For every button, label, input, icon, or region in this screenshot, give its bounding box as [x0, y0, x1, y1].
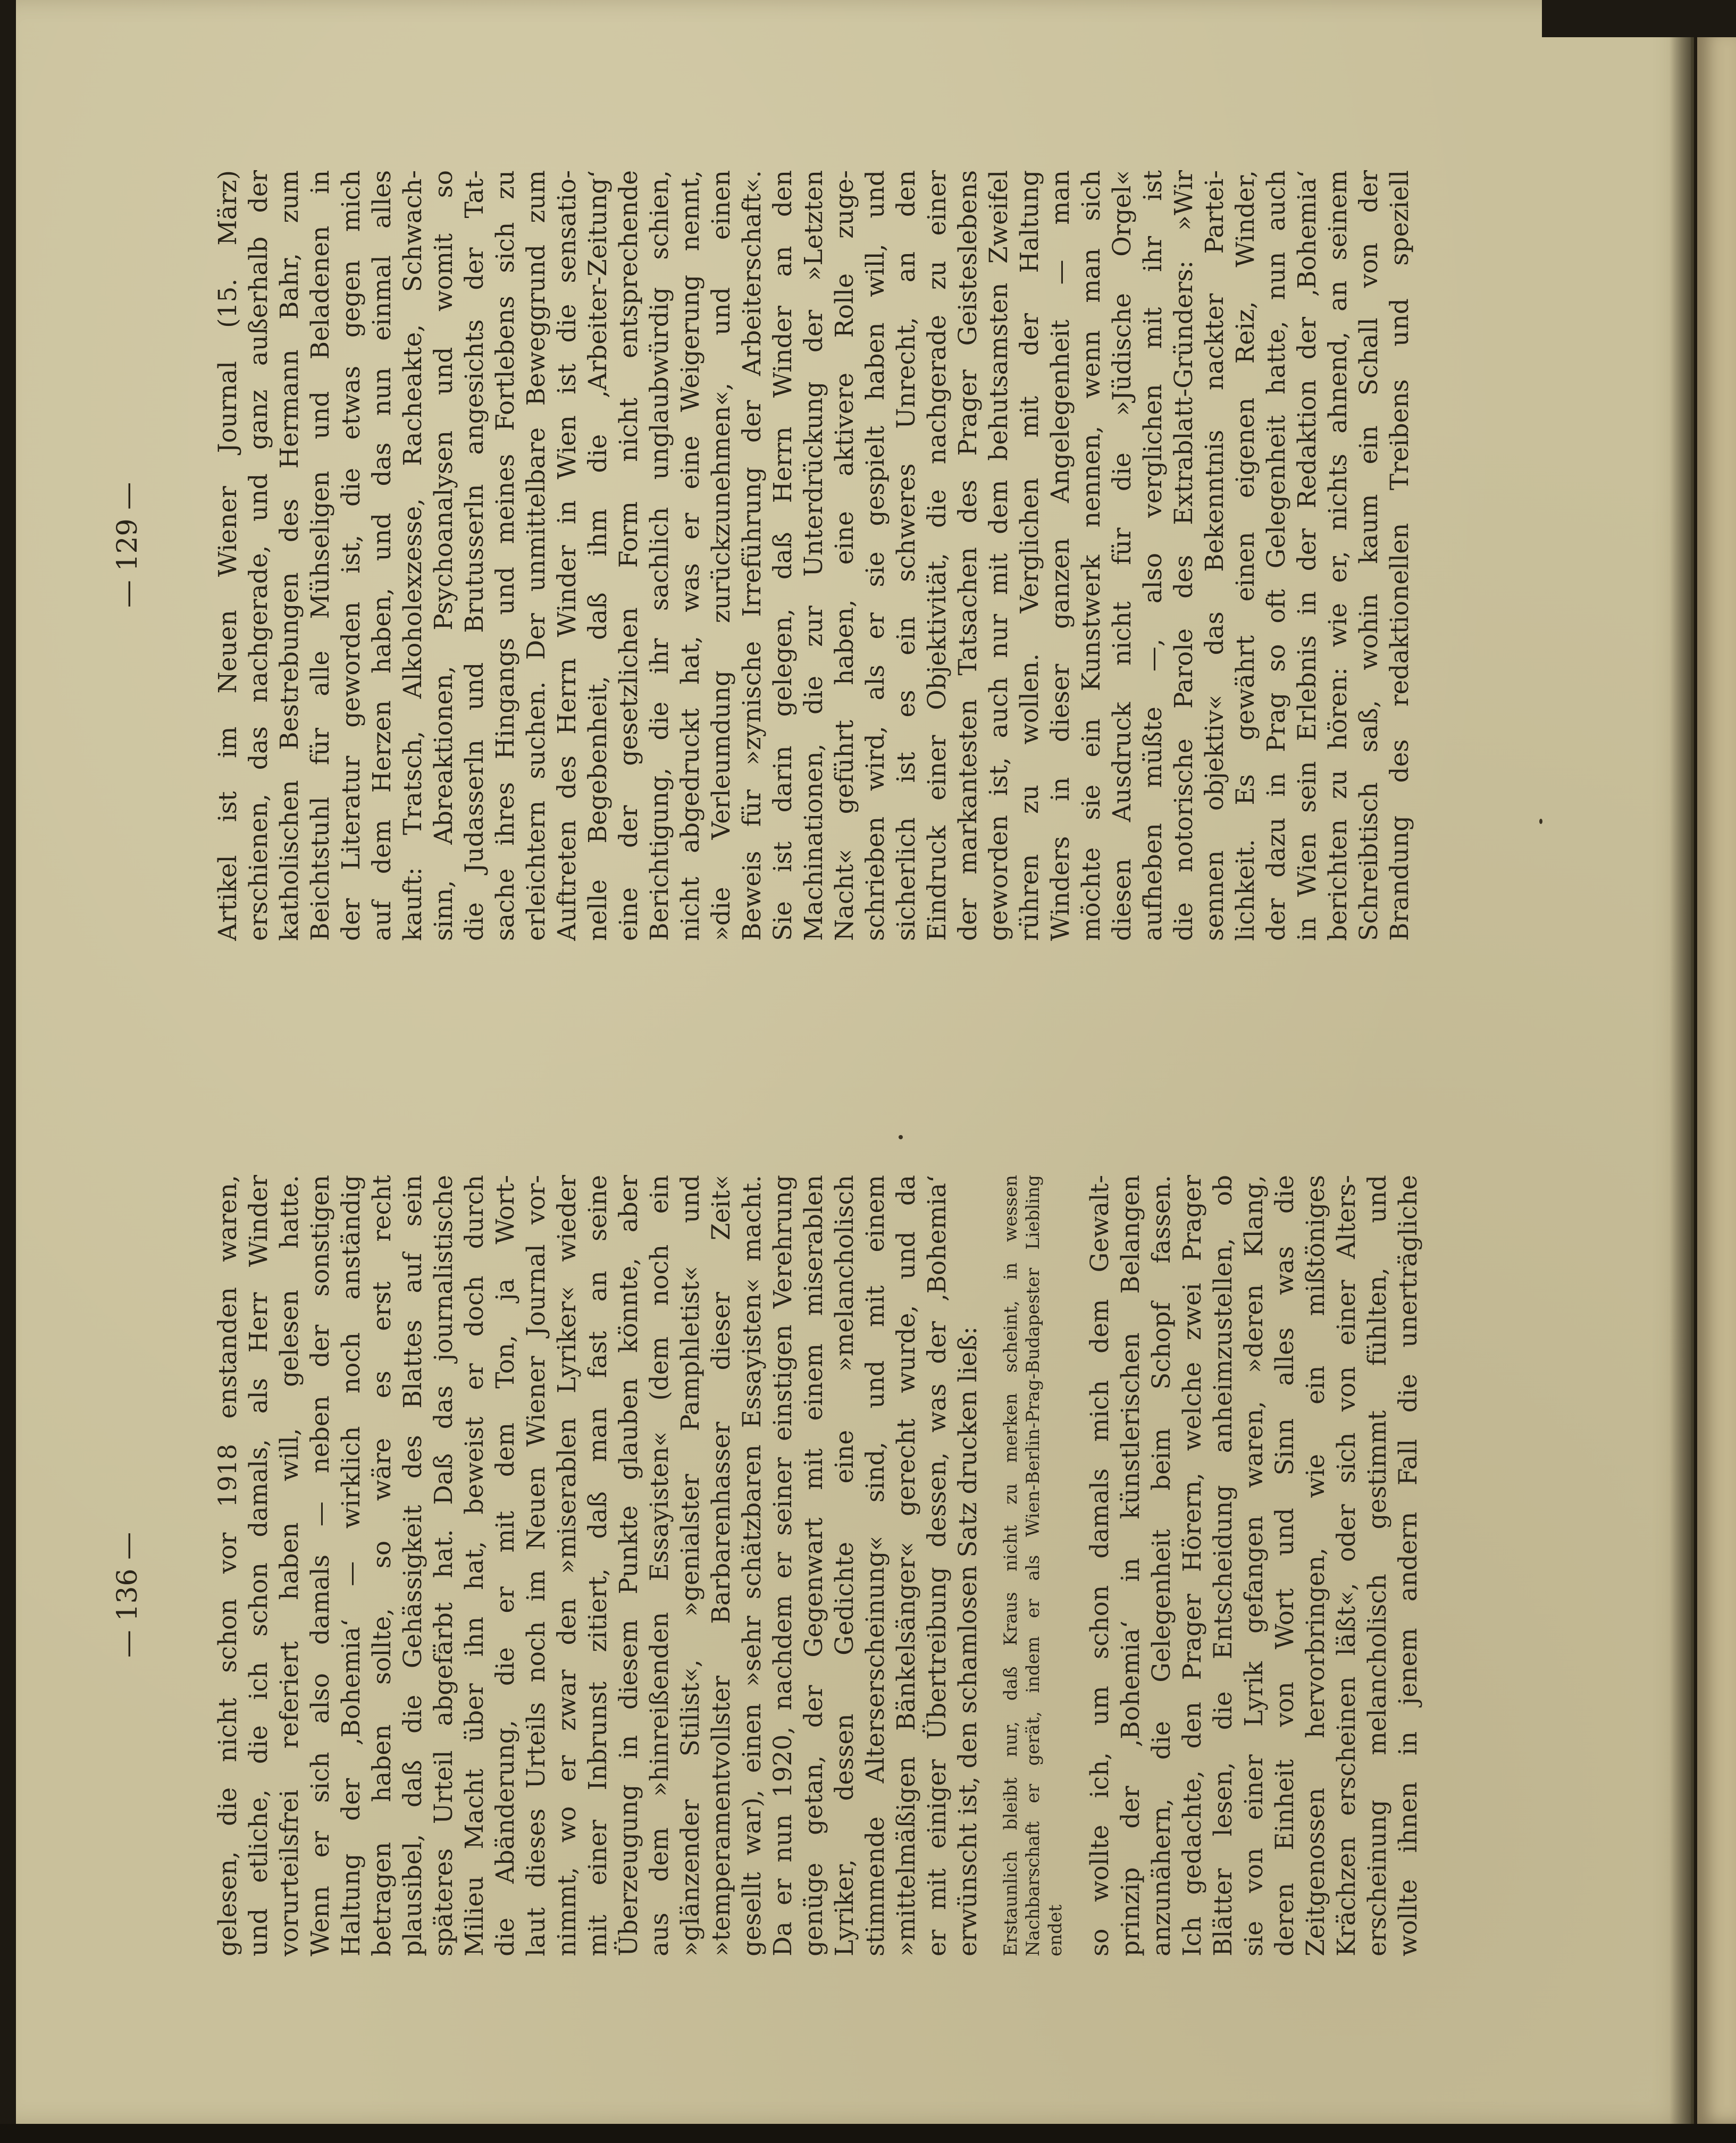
- text-line: wollte ihnen in jenem andern Fall die unerträgliche: [1394, 1175, 1423, 1956]
- text-line: die notorische Parole des Extrablatt-Gründers: »Wir: [1169, 170, 1198, 941]
- text-line: Brandung des redaktionellen Treibens und speziell: [1385, 170, 1414, 941]
- text-line: rühren zu wollen. Verglichen mit der Haltung: [1015, 170, 1044, 941]
- text-line: erscheinung melancholisch gestimmt fühlten, und: [1363, 1175, 1392, 1956]
- text-line: Lyriker, dessen Gedichte eine »melancholisch: [830, 1175, 859, 1956]
- text-line: schrieben wird, als er sie gespielt haben will, und: [861, 170, 890, 941]
- text-line: die Abänderung, die er mit dem Ton, ja Wort-: [491, 1175, 520, 1956]
- text-line: Nachbarschaft er gerät, indem er als Wien-Berlin-Prag-Budapester Liebling: [1022, 1175, 1044, 1956]
- text-line: nimmt, wo er zwar den »miserablen Lyriker« wieder: [552, 1175, 582, 1956]
- text-line: Machinationen, die zur Unterdrückung der »Letzten: [799, 170, 828, 941]
- background-corner: [1542, 0, 1736, 37]
- text-line: geworden ist, auch nur mit dem behutsamsten Zweifel: [984, 170, 1013, 941]
- text-line: »temperamentvollster Barbarenhasser dieser Zeit«: [707, 1175, 736, 1956]
- text-line: sennen objektiv« das Bekenntnis nackter Partei-: [1200, 170, 1229, 941]
- text-line: Krächzen erscheinen läßt«, oder sich von einer Alters-: [1332, 1175, 1361, 1956]
- text-line: Blätter lesen, die Entscheidung anheimzustellen, ob: [1209, 1175, 1238, 1956]
- text-line: gesellt war), einen »sehr schätzbaren Essayisten« macht.: [737, 1175, 767, 1956]
- text-line: erschienen, das nachgerade, und ganz außerhalb der: [244, 170, 273, 941]
- text-line: Beichtstuhl für alle Mühseligen und Beladenen in: [306, 170, 335, 941]
- text-line: gelesen, die nicht schon vor 1918 enstanden waren,: [213, 1175, 242, 1956]
- text-line: prinzip der ‚Bohemia‘ in künstlerischen Belangen: [1116, 1175, 1145, 1956]
- background-bottom: [0, 2124, 1736, 2143]
- text-line: sie von einer Lyrik gefangen waren, »deren Klang,: [1239, 1175, 1269, 1956]
- text-line: aufheben müßte —, also verglichen mit ihr ist: [1138, 170, 1168, 941]
- text-line: berichten zu hören: wie er, nichts ahnend, an seinem: [1323, 170, 1353, 941]
- text-line: genüge getan, der Gegenwart mit einem miserablen: [799, 1175, 828, 1956]
- text-line: Schreibtisch saß, wohin kaum ein Schall von der: [1354, 170, 1383, 941]
- text-line: sicherlich ist es ein schweres Unrecht, an den: [892, 170, 921, 941]
- text-line: mit einer Inbrunst zitiert, daß man fast an seine: [583, 1175, 613, 1956]
- text-line: kauft: Tratsch, Alkoholexzesse, Racheakte, Schwach-: [398, 170, 427, 941]
- text-line: Winders in dieser ganzen Angelegenheit — man: [1046, 170, 1075, 941]
- text-line: sache ihres Hingangs und meines Fortlebens sich zu: [491, 170, 520, 941]
- text-line: laut dieses Urteils noch im Neuen Wiener Journal vor-: [522, 1175, 551, 1956]
- text-line: Artikel ist im Neuen Wiener Journal (15. März): [213, 170, 242, 941]
- text-line: nicht abgedruckt hat, was er eine Weigerung nennt,: [676, 170, 705, 941]
- text-line: Nacht« geführt haben, eine aktivere Rolle zuge-: [830, 170, 859, 941]
- text-line: nelle Begebenheit, daß ihm die ‚Arbeiter-Zeitung‘: [583, 170, 613, 941]
- next-page-edge: [1697, 29, 1736, 2124]
- text-line: deren Einheit von Wort und Sinn alles was die: [1270, 1175, 1299, 1956]
- text-line: Da er nun 1920, nachdem er seiner einstigen Verehrung: [768, 1175, 798, 1956]
- text-line: der markantesten Tatsachen des Prager Geisteslebens: [953, 170, 983, 941]
- text-line: Sie ist darin gelegen, daß Herrn Winder an den: [768, 170, 798, 941]
- text-line: aus dem »hinreißenden Essayisten« (dem noch ein: [645, 1175, 674, 1956]
- text-line: Überzeugung in diesem Punkte glauben könnte, aber: [614, 1175, 643, 1956]
- text-line: späteres Urteil abgefärbt hat. Daß das journalistische: [429, 1175, 458, 1956]
- text-line: lichkeit. Es gewährt einen eigenen Reiz, Winder,: [1231, 170, 1260, 941]
- text-line: Ich gedachte, den Prager Hörern, welche zwei Prager: [1178, 1175, 1207, 1956]
- text-line: anzunähern, die Gelegenheit beim Schopf fassen.: [1147, 1175, 1176, 1956]
- text-line: die Judasserln und Brutusserln angesichts der Tat-: [460, 170, 489, 941]
- text-line: katholischen Bestrebungen des Hermann Bahr, zum: [275, 170, 304, 941]
- text-line: Berichtigung, die ihr sachlich unglaubwürdig schien,: [645, 170, 674, 941]
- text-line: betragen haben sollte, so wäre es erst recht: [367, 1175, 397, 1956]
- text-line: vorurteilsfrei referiert haben will, gelesen hatte.: [275, 1175, 304, 1956]
- text-line: Auftreten des Herrn Winder in Wien ist die sensatio-: [552, 170, 582, 941]
- text-line: stimmende Alterserscheinung« sind, und mit einem: [861, 1175, 890, 1956]
- text-line: in Wien sein Erlebnis in der Redaktion der ‚Bohemia‘: [1293, 170, 1322, 941]
- text-line: Milieu Macht über ihn hat, beweist er doch durch: [460, 1175, 489, 1956]
- paper-speck: [1539, 819, 1542, 824]
- text-line: Haltung der ‚Bohemia‘ — wirklich noch anständig: [337, 1175, 366, 1956]
- text-line: er mit einiger Übertreibung dessen, was der ‚Bohemia‘: [922, 1175, 952, 1956]
- text-line: der dazu in Prag so oft Gelegenheit hatte, nun auch: [1262, 170, 1291, 941]
- text-line: so wollte ich, um schon damals mich dem Gewalt-: [1085, 1175, 1114, 1956]
- text-line: Wenn er sich also damals — neben der sonstigen: [306, 1175, 335, 1956]
- text-line: »mittelmäßigen Bänkelsänger« gerecht wurde, und da: [892, 1175, 921, 1956]
- text-line: möchte sie ein Kunstwerk nennen, wenn man sich: [1077, 170, 1106, 941]
- text-line: Zeitgenossen hervorbringen, wie ein mißtöniges: [1301, 1175, 1330, 1956]
- page-number-text: — 129 —: [112, 482, 144, 608]
- text-line: Erstaunlich bleibt nur, daß Kraus nicht zu merken scheint, in wessen: [1000, 1175, 1021, 1956]
- text-line: »glänzender Stilist«, »genialster Pamphletist« und: [676, 1175, 705, 1956]
- book-gutter-shadow: [1670, 0, 1699, 2143]
- text-line: sinn, Abreaktionen, Psychoanalysen und womit so: [429, 170, 458, 941]
- text-line: Eindruck einer Objektivität, die nachgerade zu einer: [922, 170, 952, 941]
- text-line: erwünscht ist, den schamlosen Satz drucken ließ:: [953, 1326, 983, 1956]
- text-line: erleichtern suchen. Der unmittelbare Beweggrund zum: [522, 170, 551, 941]
- paper-speck: [899, 1135, 903, 1139]
- text-line: und etliche, die ich schon damals, als Herr Winder: [244, 1175, 273, 1956]
- page-number-text: — 136 —: [112, 1532, 144, 1658]
- text-line: plausibel, daß die Gehässigkeit des Blattes auf sein: [398, 1175, 427, 1956]
- text-line: endet: [1045, 1904, 1066, 1956]
- text-line: der Literatur geworden ist, die etwas gegen mich: [337, 170, 366, 941]
- text-line: »die Verleumdung zurückzunehmen«, und einen: [707, 170, 736, 941]
- text-line: auf dem Herzen haben, und das nun einmal alles: [367, 170, 397, 941]
- text-line: diesen Ausdruck nicht für die »Jüdische Orgel«: [1108, 170, 1137, 941]
- text-line: eine der gesetzlichen Form nicht entsprechende: [614, 170, 643, 941]
- text-line: Beweis für »zynische Irreführung der Arbeiterschaft«.: [737, 170, 767, 941]
